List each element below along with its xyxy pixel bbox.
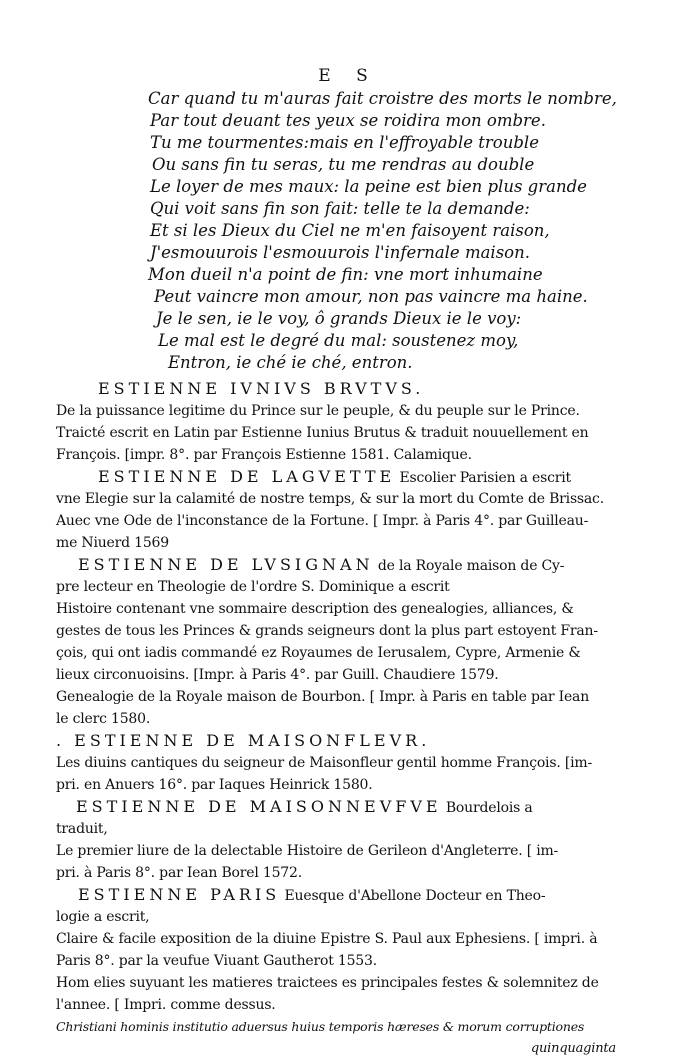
author-description: de la Royale maison de Cy- [377, 558, 565, 574]
entry-line: l'annee. [ Impri. comme dessus. [56, 997, 276, 1013]
poem-line: J'esmouurois l'esmouurois l'infernale maison. [150, 243, 530, 262]
author-name: ESTIENNE IVNIVS BRVTVS. [98, 379, 425, 398]
running-header: E S [318, 66, 378, 86]
entry-line: çois, qui ont iadis commandé ez Royaumes de Ierusalem, Cypre, Armenie & [56, 645, 581, 661]
entry-line: le clerc 1580. [56, 711, 151, 727]
author-name: ESTIENNE DE LAGVETTE [98, 467, 396, 486]
poem-line: Mon dueil n'a point de fin: vne mort inhumaine [148, 265, 543, 284]
poem-line: Tu me tourmentes:mais en l'effroyable trouble [150, 133, 539, 152]
entry-line: Hom elies suyuant les matieres traictees es principales festes & solemnitez de [56, 975, 599, 991]
author-description: Escolier Parisien a escrit [399, 470, 571, 486]
bibliography-entries [56, 378, 616, 1060]
entry-line: De la puissance legitime du Prince sur le peuple, & du peuple sur le Prince. [56, 403, 580, 419]
entry-heading [56, 796, 616, 818]
entry-line: vne Elegie sur la calamité de nostre temps, & sur la mort du Comte de Brissac. [56, 491, 604, 507]
entry-line: Le premier liure de la delectable Histoire de Gerileon d'Angleterre. [ im- [56, 843, 559, 859]
entry-line: gestes de tous les Princes & grands seigneurs dont la plus part estoyent Fran- [56, 623, 598, 639]
author-name: ESTIENNE DE MAISONNEVFVE [76, 797, 442, 816]
entry-line: lieux circonuoisins. [Impr. à Paris 4°. par Guill. Chaudiere 1579. [56, 667, 499, 683]
entry-line: Histoire contenant vne sommaire description des genealogies, alliances, & [56, 601, 574, 617]
entry-line: pri. en Anuers 16°. par Iaques Heinrick 1580. [56, 777, 373, 793]
poem-line: Par tout deuant tes yeux se roidira mon ombre. [150, 111, 546, 130]
entry-line: traduit, [56, 821, 108, 837]
entry-heading [56, 554, 616, 576]
author-name: ESTIENNE PARIS [78, 885, 281, 904]
final-line: Christiani hominis institutio aduersus huius temporis hæreses & morum corruptiones [56, 1019, 585, 1034]
author-description: Euesque d'Abellone Docteur en Theo- [284, 888, 546, 904]
entry-line: François. [impr. 8°. par François Estienne 1581. Calamique. [56, 447, 472, 463]
entry-line: Les diuins cantiques du seigneur de Maisonfleur gentil homme François. [im- [56, 755, 592, 771]
entry-heading [56, 466, 616, 488]
poem-line: Et si les Dieux du Ciel ne m'en faisoyent raison, [150, 221, 550, 240]
entry-line: Traicté escrit en Latin par Estienne Iunius Brutus & traduit nouuellement en [56, 425, 589, 441]
entry-heading [56, 730, 616, 752]
author-description: Bourdelois a [445, 800, 533, 816]
entry-line: me Niuerd 1569 [56, 535, 169, 551]
poem-line: Car quand tu m'auras fait croistre des morts le nombre, [148, 89, 617, 108]
entry-line: logie a escrit, [56, 909, 150, 925]
catchword: quinquaginta [530, 1041, 616, 1056]
entry-heading [56, 378, 616, 400]
poem-line: Ou sans fin tu seras, tu me rendras au double [152, 155, 535, 174]
entry-line: Paris 8°. par la veufue Viuant Gautherot 1553. [56, 953, 377, 969]
poem-line: Peut vaincre mon amour, non pas vaincre ma haine. [154, 287, 588, 306]
entry-heading [56, 884, 616, 906]
poem-line: Le loyer de mes maux: la peine est bien plus grande [150, 177, 587, 196]
entry-line: Genealogie de la Royale maison de Bourbon. [ Impr. à Paris en table par Iean [56, 689, 590, 705]
entry-line: Claire & facile exposition de la diuine Epistre S. Paul aux Ephesiens. [ impri. à [56, 931, 598, 947]
entry-line: pri. à Paris 8°. par Iean Borel 1572. [56, 865, 302, 881]
entry-line: Auec vne Ode de l'inconstance de la Fortune. [ Impr. à Paris 4°. par Guilleau- [56, 513, 589, 529]
poem-line: Qui voit sans fin son fait: telle te la demande: [150, 199, 530, 218]
entry-line: pre lecteur en Theologie de l'ordre S. Dominique a escrit [56, 579, 450, 595]
author-name: ESTIENNE DE LVSIGNAN [78, 555, 374, 574]
poem-line: Entron, ie ché ie ché, entron. [168, 353, 413, 372]
poem-line: Le mal est le degré du mal: soustenez moy, [158, 331, 519, 350]
author-name: . ESTIENNE DE MAISONFLEVR. [56, 731, 431, 750]
poem-line: Je le sen, ie le voy, ô grands Dieux ie le voy: [156, 309, 522, 328]
